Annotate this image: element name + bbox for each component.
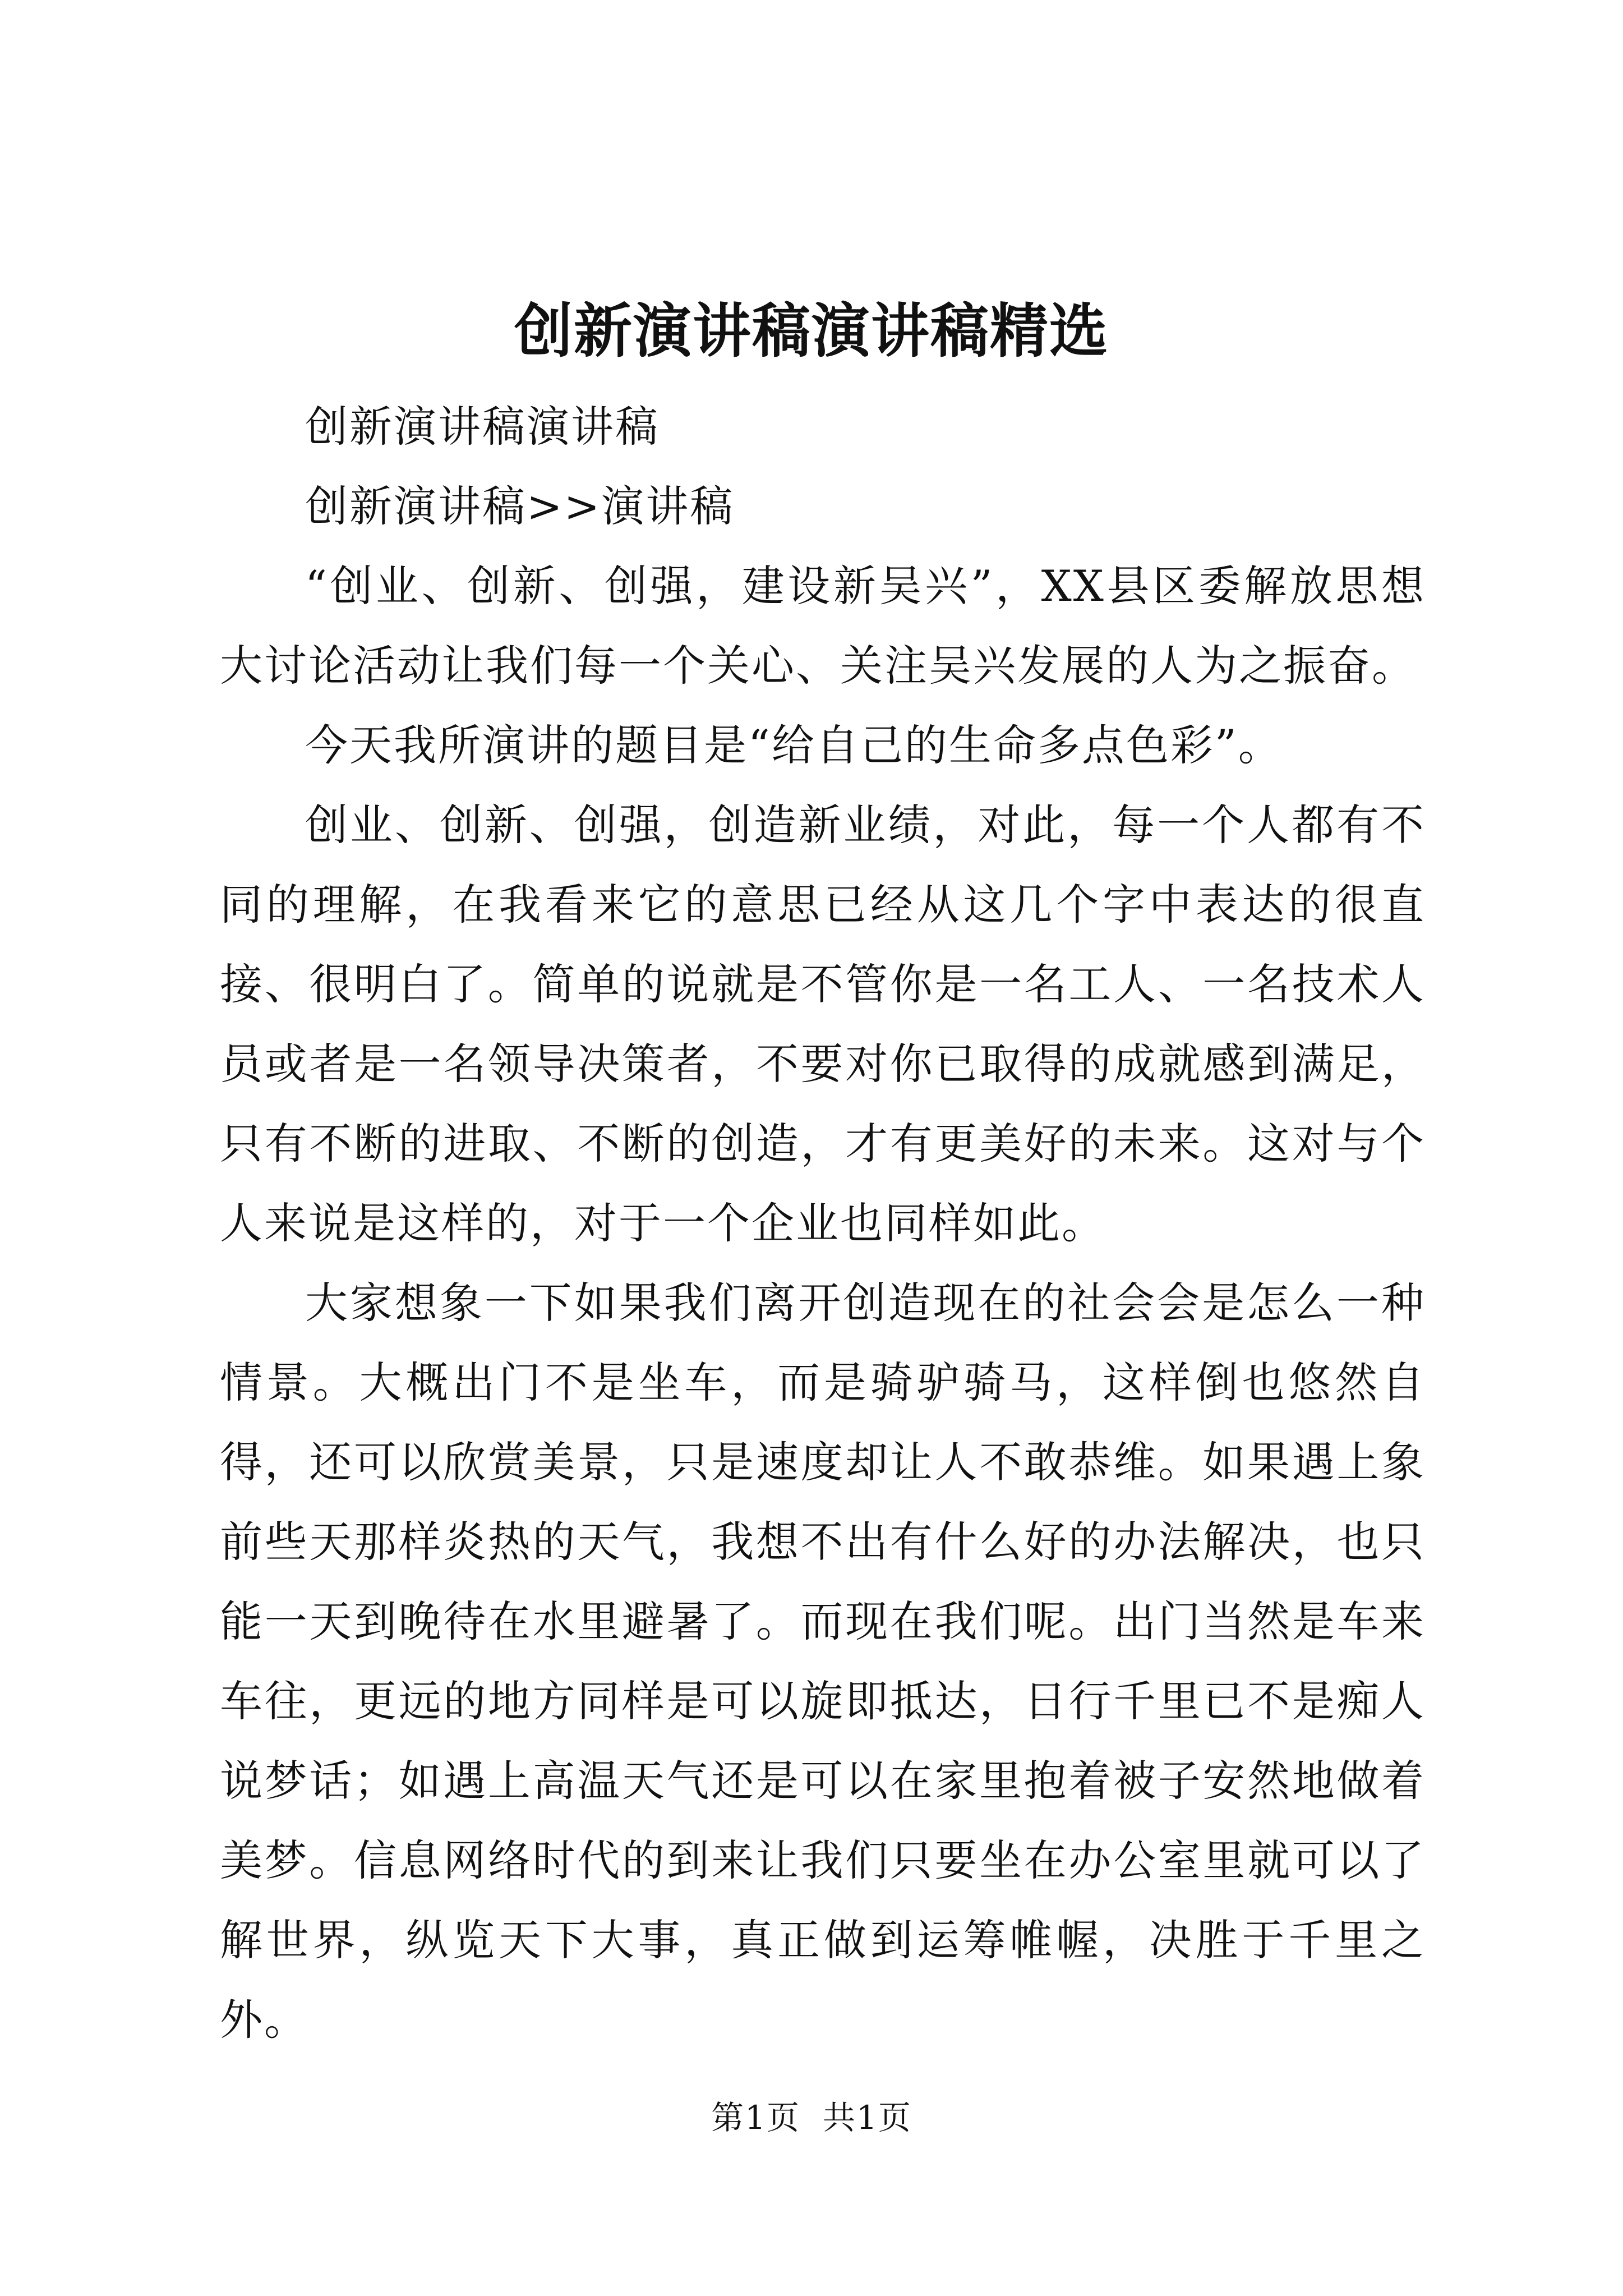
- paragraph-category: 创新演讲稿>>演讲稿: [305, 481, 735, 531]
- document-title: 创新演讲稿演讲稿精选: [514, 296, 1109, 365]
- document-body: [220, 387, 1426, 2060]
- page-footer: [0, 2095, 1623, 2140]
- paragraph-topic: 今天我所演讲的题目是“给自己的生命多点色彩”。: [305, 720, 1283, 770]
- page-number-total: 共1页: [823, 2099, 912, 2137]
- paragraph-meaning: 创业、创新、创强，创造新业绩，对此，每一个人都有不同的理解，在我看来它的意思已经从这几个字中表达的很直接、很明白了。简单的说就是不管你是一名工人、一名技术人员或者是一名领导决策者，不要对你已取得的成就感到满足，只有不断的进取、不断的创造，才有更美好的未来。这对与个人来说是这样的，对于一个企业也同样如此。: [220, 800, 1426, 1248]
- page-number-current: 第1页: [711, 2099, 800, 2137]
- paragraph-intro: “创业、创新、创强，建设新吴兴”，XX县区委解放思想大讨论活动让我们每一个关心、关注吴兴发展的人为之振奋。: [220, 561, 1426, 691]
- paragraph-subtitle: 创新演讲稿演讲稿: [305, 402, 660, 452]
- paragraph-imagine: 大家想象一下如果我们离开创造现在的社会会是怎么一种情景。大概出门不是坐车，而是骑驴骑马，这样倒也悠然自得，还可以欣赏美景，只是速度却让人不敢恭维。如果遇上象前些天那样炎热的天气，我想不出有什么好的办法解决，也只能一天到晚待在水里避暑了。而现在我们呢。出门当然是车来车往，更远的地方同样是可以旋即抵达，日行千里已不是痴人说梦话；如遇上高温天气还是可以在家里抱着被子安然地做着美梦。信息网络时代的到来让我们只要坐在办公室里就可以了解世界，纵览天下大事，真正做到运筹帷幄，决胜于千里之外。: [220, 1278, 1426, 2045]
